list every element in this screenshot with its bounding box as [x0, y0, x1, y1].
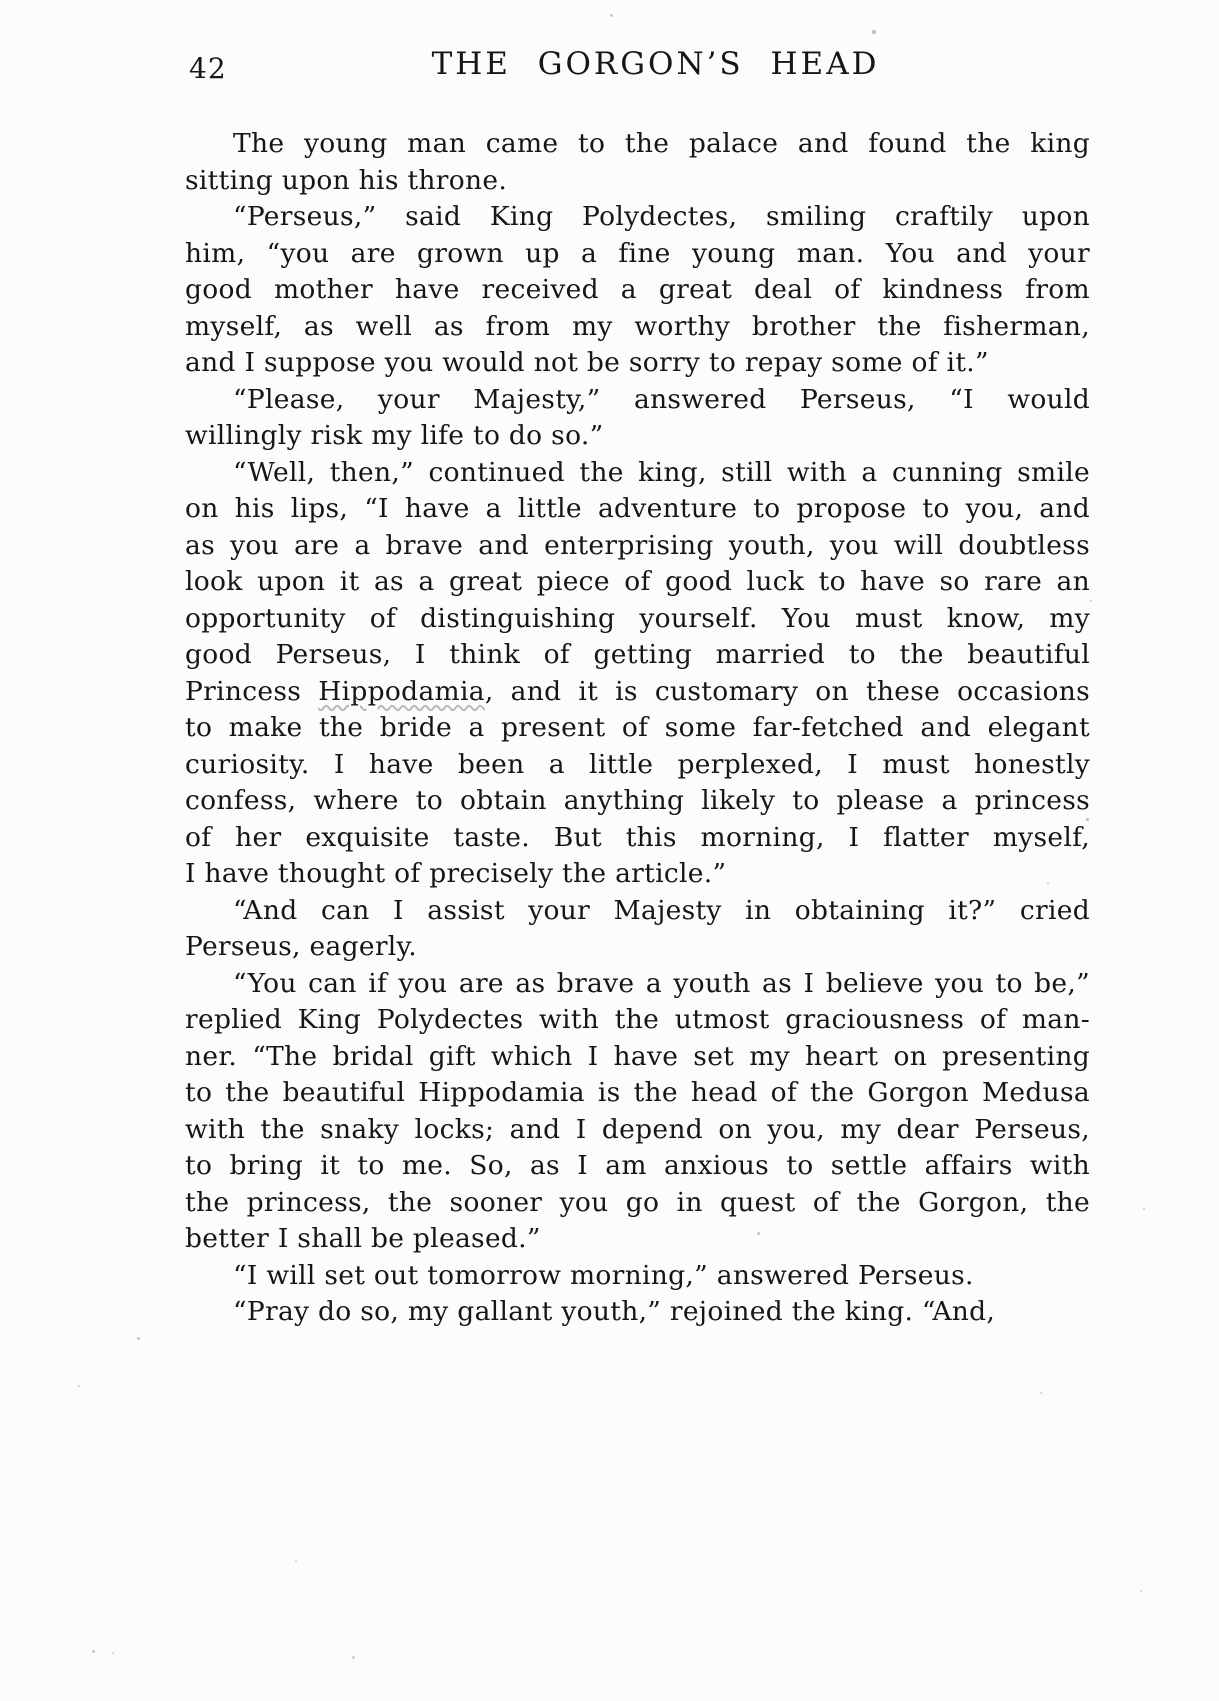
- text-line: ner. “The bridal gift which I have set my heart on presenting: [185, 1040, 1090, 1072]
- text-line: “And can I assist your Majesty in obtaining it?” cried: [233, 894, 1090, 926]
- text-line: replied King Polydectes with the utmost graciousness of man-: [185, 1004, 1090, 1035]
- text-line: The young man came to the palace and found the king: [233, 128, 1090, 159]
- paragraph: [185, 1294, 1090, 1331]
- paragraph: [185, 126, 1090, 199]
- text-line: willingly risk my life to do so.”: [185, 420, 604, 451]
- text-line: Princess Hippodamia, and it is customary on these occasions: [185, 675, 1091, 707]
- scan-speck: [137, 1337, 140, 1340]
- paragraph: [185, 893, 1090, 966]
- text-line: curiosity. I have been a little perplexed, I must honestly: [185, 748, 1090, 780]
- paragraph: [185, 1258, 1090, 1295]
- scan-speck: [757, 1232, 760, 1235]
- text-line: to bring it to me. So, as I am anxious to settle affairs with: [185, 1150, 1090, 1181]
- text-line: and I suppose you would not be sorry to repay some of it.”: [185, 347, 989, 378]
- text-line: I have thought of precisely the article.”: [185, 858, 727, 889]
- text-line: sitting upon his throne.: [185, 164, 508, 196]
- text-line: “Please, your Majesty,” answered Perseus, “I would: [233, 383, 1090, 415]
- scan-speck: [610, 14, 613, 17]
- pencil-underline-mark: Hippodamia: [318, 675, 485, 707]
- text-line: Perseus, eagerly.: [185, 931, 418, 962]
- paragraph: [185, 382, 1090, 455]
- text-line: of her exquisite taste. But this morning, I flatter myself,: [185, 821, 1090, 853]
- running-title: THE GORGON’S HEAD: [431, 46, 880, 82]
- scan-speck: [1074, 287, 1077, 290]
- text-line: opportunity of distinguishing yourself. You must know, my: [185, 602, 1090, 634]
- scan-speck: [1040, 1392, 1042, 1394]
- text-line: to make the bride a present of some far-fetched and elegant: [185, 712, 1090, 743]
- text-line: the princess, the sooner you go in quest of the Gorgon, the: [185, 1186, 1090, 1218]
- scan-speck: [1086, 818, 1089, 821]
- body-text: [185, 126, 1090, 1331]
- scan-speck: [295, 1560, 297, 1562]
- paragraph: [185, 966, 1090, 1258]
- text-line: as you are a brave and enterprising youth, you will doubtless: [185, 529, 1090, 561]
- text-line: “Pray do so, my gallant youth,” rejoined the king. “And,: [233, 1296, 996, 1327]
- text-line: look upon it as a great piece of good luck to have so rare an: [185, 566, 1090, 597]
- scan-speck: [78, 1385, 80, 1387]
- scan-speck: [352, 1656, 355, 1659]
- text-line: better I shall be pleased.”: [185, 1223, 541, 1254]
- scan-speck: [92, 1650, 95, 1653]
- text-line: “Perseus,” said King Polydectes, smiling craftily upon: [233, 201, 1090, 232]
- text-line: myself, as well as from my worthy brother the fisherman,: [185, 310, 1090, 342]
- page-number: 42: [189, 52, 227, 85]
- text-line: on his lips, “I have a little adventure to propose to you, and: [185, 493, 1090, 524]
- text-line: good Perseus, I think of getting married to the beautiful: [185, 639, 1090, 670]
- text-line: “You can if you are as brave a youth as I believe you to be,”: [233, 967, 1090, 999]
- scan-speck: [112, 1652, 114, 1654]
- text-line: confess, where to obtain anything likely to please a princess: [185, 785, 1090, 816]
- text-line: “Well, then,” continued the king, still with a cunning smile: [233, 456, 1090, 488]
- running-header: [185, 46, 1090, 92]
- text-line: “I will set out tomorrow morning,” answered Perseus.: [233, 1259, 974, 1291]
- scan-speck: [872, 30, 876, 34]
- scan-speck: [1047, 882, 1049, 884]
- scan-speck: [1140, 1590, 1142, 1592]
- text-line: him, “you are grown up a fine young man. You and your: [185, 237, 1090, 269]
- text-line: with the snaky locks; and I depend on you, my dear Perseus,: [185, 1113, 1090, 1145]
- paragraph: [185, 455, 1090, 893]
- text-line: good mother have received a great deal of kindness from: [185, 274, 1090, 305]
- paragraph: [185, 199, 1090, 382]
- text-line: to the beautiful Hippodamia is the head of the Gorgon Medusa: [185, 1077, 1090, 1108]
- scan-speck: [1090, 600, 1092, 602]
- scan-speck: [1143, 1208, 1145, 1210]
